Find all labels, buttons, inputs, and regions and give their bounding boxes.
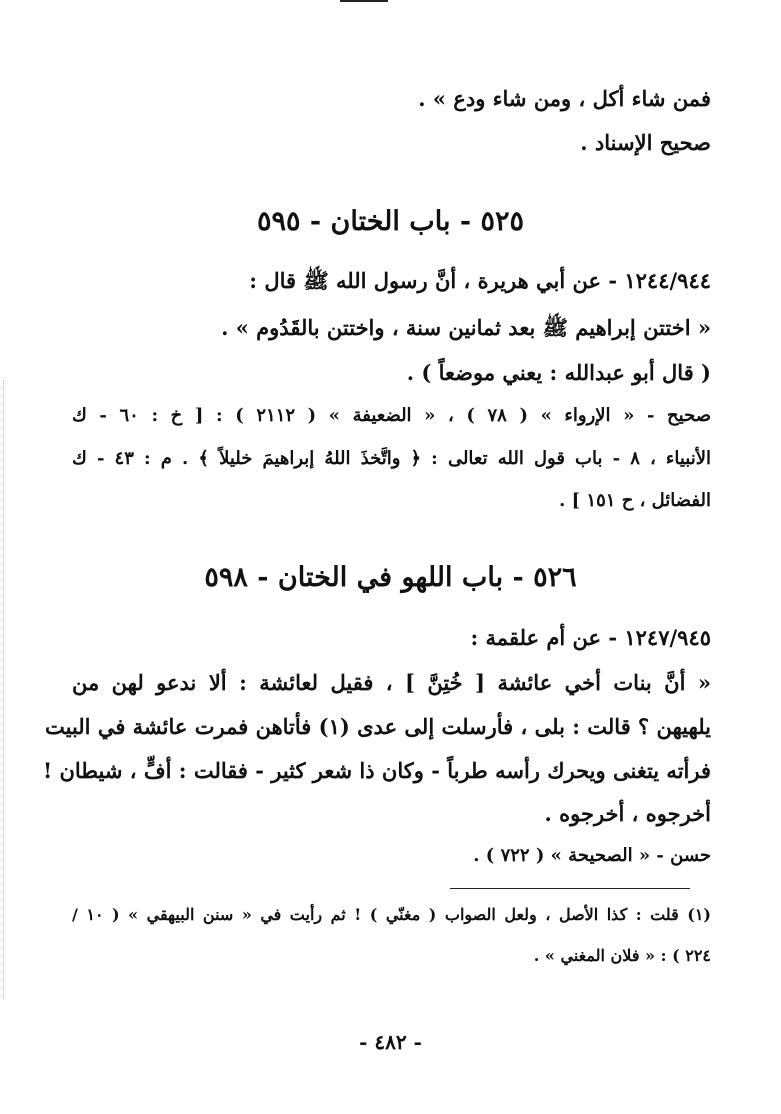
hadith-945-grading: حسن - « الصحيحة » ( ٧٢٢ ) . — [473, 845, 711, 866]
hadith-945-line-3: يلهيهن ؟ قالت : بلى ، فأرسلت إلى عدى (١) فأتاهن فمرت عائشة في البيت — [44, 714, 711, 739]
hadith-945-line-1: ١٢٤٧/٩٤٥ - عن أم علقمة : — [470, 625, 711, 650]
hadith-945-line-5: أخرجوه ، أخرجوه . — [544, 801, 711, 826]
page-number: - ٤٨٢ - — [359, 1030, 422, 1054]
hadith-944-grading-line-3: الفضائل ، ح ١٥١ ] . — [559, 490, 711, 511]
text-line-2: صحيح الإسناد . — [580, 130, 711, 155]
footnote-line-1: (١) قلت : كذا الأصل ، ولعل الصواب ( مغنّي ) ! ثم رأيت في « سنن البيهقي » ( ١٠ / — [72, 905, 711, 924]
chapter-heading-526: ٥٢٦ - باب اللهو في الختان - ٥٩٨ — [204, 562, 577, 593]
footnote-separator — [450, 888, 690, 889]
chapter-heading-525: ٥٢٥ - باب الختان - ٥٩٥ — [257, 206, 524, 237]
footnote-line-2: ٢٢٤ ) : « فلان المغني » . — [533, 946, 711, 965]
hadith-945-line-2: « أنَّ بنات أخي عائشة [ خُتِنَّ ] ، فقيل لعائشة : ألا ندعو لهن من — [72, 670, 711, 695]
hadith-945-line-4: فرأته يتغنى ويحرك رأسه طرباً - وكان ذا شعر كثير - فقالت : أفٍّ ، شيطان ! — [42, 758, 711, 783]
hadith-944-line-3: ( قال أبو عبدالله : يعني موضعاً ) . — [406, 360, 711, 385]
text-line-1: فمن شاء أكل ، ومن شاء ودع » . — [418, 86, 711, 111]
hadith-944-grading-line-1: صحيح - « الإرواء » ( ٧٨ ) ، « الضعيفة » ( ٢١١٢ ) : [ خ : ٦٠ - ك — [72, 405, 711, 426]
hadith-944-grading-line-2: الأنبياء ، ٨ - باب قول الله تعالى : ﴿ واتَّخذَ اللهُ إبراهيمَ خليلاً ﴾ . م : ٤٣ - ك — [72, 448, 711, 469]
hadith-944-line-2: « اختتن إبراهيم ﷺ بعد ثمانين سنة ، واختتن بالقَدُوم » . — [221, 315, 711, 340]
hadith-944-line-1: ١٢٤٤/٩٤٤ - عن أبي هريرة ، أنَّ رسول الله ﷺ قال : — [249, 268, 711, 293]
top-rule — [340, 0, 388, 2]
margin-dots — [3, 380, 6, 1000]
